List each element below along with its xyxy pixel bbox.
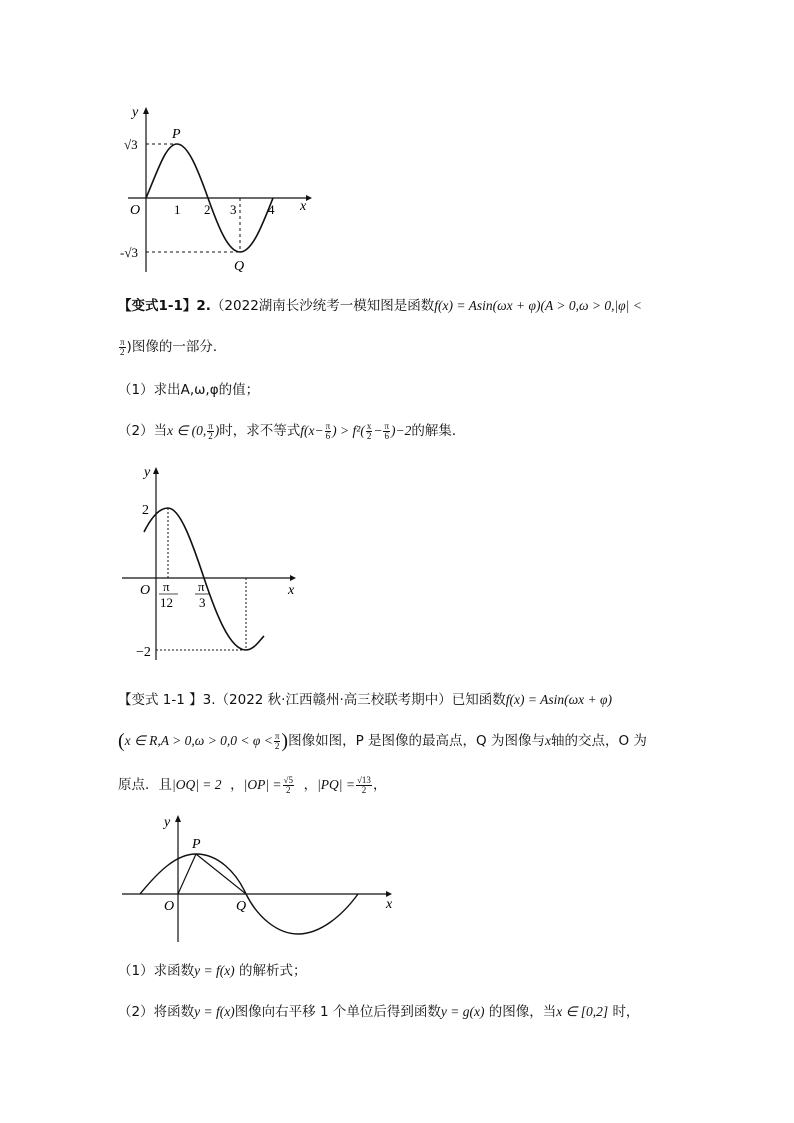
pi-over-2-fraction: $\frac{\pi}{2}$ — [120, 336, 125, 357]
y-axis-arrow — [153, 467, 159, 474]
zero-label: Q — [236, 899, 247, 914]
y-neg-tick-label: -√3 — [120, 245, 138, 260]
x-axis-arrow — [290, 575, 296, 581]
x-tick-3: 3 — [230, 202, 237, 217]
problem-2-line-1 — [118, 296, 642, 316]
tick-pi3-num: π — [198, 579, 205, 594]
problem-3-source: （2022 秋·江西赣州·高三校联考期中）已知函数 — [215, 692, 506, 708]
tick-pi3-den: 3 — [199, 595, 206, 610]
y-pos-tick-label: √3 — [124, 137, 138, 152]
x-axis-arrow — [306, 195, 312, 201]
problem-2-source: （2022湖南长沙统考一模知图是函数 — [210, 298, 435, 314]
problem-3-line-3: 原点．且|OQ| = 2 ，|OP| = $\frac{√5}{2}$ ，|PQ| = $\frac{√13}{2}$ ， — [118, 774, 387, 795]
peak-label: P — [172, 127, 181, 142]
y-axis-arrow — [175, 815, 181, 822]
problem-3-question-2: （2）将函数y = f(x)图像向右平移 1 个单位后得到函数y = g(x) 的图像，当x ∈ [0,2] 时， — [118, 1004, 640, 1020]
x-axis-label: x — [300, 199, 307, 214]
problem-3-prefix: 【变式 1-1 】3. — [118, 692, 216, 708]
trough-label: Q — [234, 259, 245, 274]
problem-2-formula: f(x) = Asin(ωx + φ)(A > 0,ω > 0,|φ| < — [434, 298, 642, 313]
peak-label: P — [192, 837, 201, 852]
problem-3-line-1 — [118, 690, 612, 710]
x-tick-1: 1 — [174, 202, 181, 217]
x-tick-2: 2 — [204, 202, 211, 217]
y-axis-label: y — [144, 465, 151, 480]
problem-2-line-2 — [118, 337, 226, 357]
problem-3-formula: f(x) = Asin(ωx + φ) — [505, 692, 612, 707]
origin-label: O — [130, 203, 141, 218]
problem-2-prefix: 【变式1-1】 — [118, 298, 197, 314]
x-axis-label: x — [288, 583, 295, 598]
problem-2-line-2-text: )图像的一部分． — [126, 339, 227, 355]
figure-3-graph — [118, 810, 408, 950]
x-tick-4: 4 — [268, 202, 275, 217]
y-axis-label: y — [132, 105, 139, 120]
problem-2-number: 2. — [196, 298, 211, 314]
problem-3-line-2: (x ∈ R,A > 0,ω > 0,0 < φ < $\frac{\pi}{2}$ )图像如图，P 是图像的最高点，Q 为图像与x轴的交点，O 为 — [118, 730, 647, 752]
problem-2-question-1: （1）求出A,ω,φ的值； — [118, 382, 260, 398]
tick-pi12-den: 12 — [160, 595, 173, 610]
segment-op — [178, 854, 196, 894]
origin-label: O — [140, 583, 151, 598]
tick-pi12-num: π — [163, 579, 170, 594]
y-axis-label: y — [164, 815, 171, 830]
problem-2-question-2: （2）当x ∈ (0, $\frac{\pi}{2}$ )时，求不等式f(x− $\frac{\pi}{6}$ ) > f²( $\frac{x}{2}$ − $\frac{\pi}{6}$ )−2的解集． — [118, 420, 466, 441]
figure-2-graph — [118, 460, 308, 670]
y-neg-tick-label: −2 — [136, 645, 151, 660]
x-axis-label: x — [386, 897, 393, 912]
origin-label: O — [164, 899, 175, 914]
figure-1-graph — [110, 100, 320, 280]
segment-pq — [196, 854, 246, 894]
y-pos-tick-label: 2 — [142, 503, 149, 518]
problem-3-question-1: （1）求函数y = f(x) 的解析式； — [118, 963, 307, 979]
y-axis-arrow — [143, 107, 149, 114]
